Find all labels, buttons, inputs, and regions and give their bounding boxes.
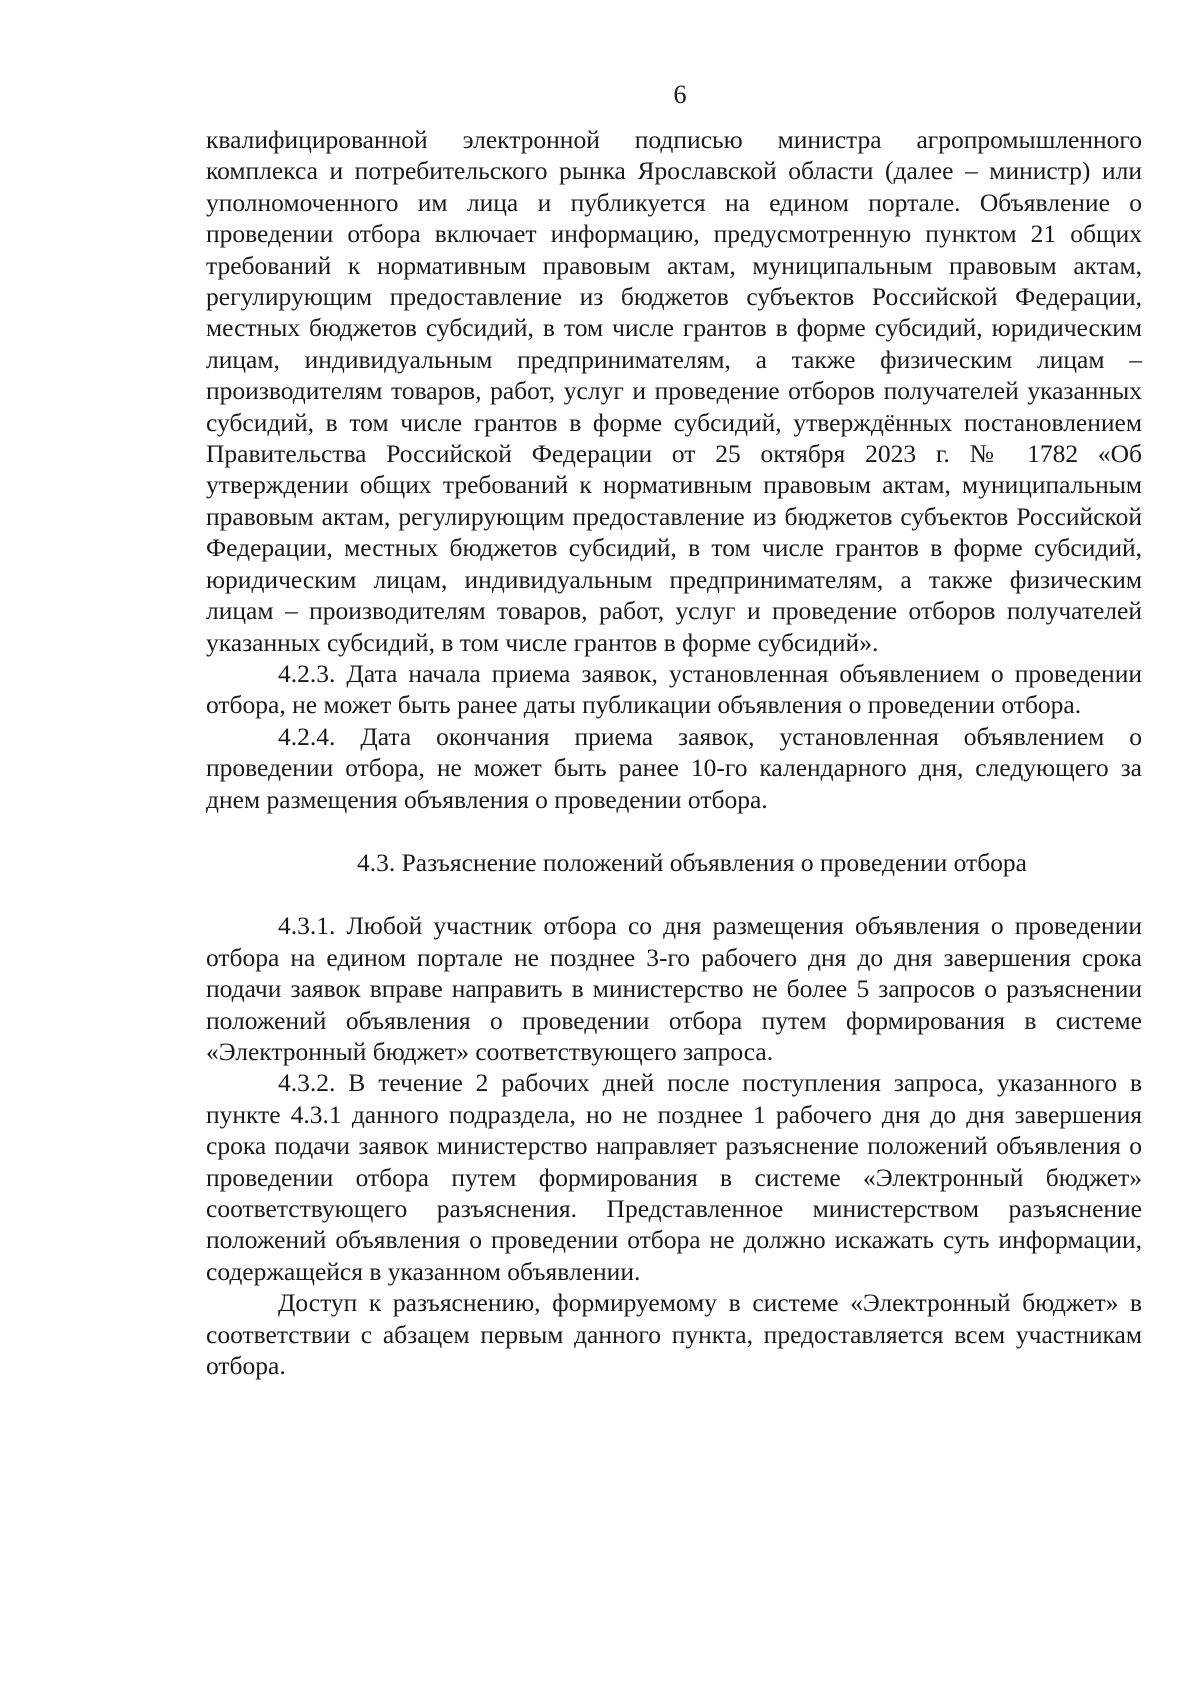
document-body [206, 124, 1142, 1381]
section-heading-4-3: 4.3. Разъяснение положений объявления о проведении отбора [356, 847, 1027, 877]
paragraph-4-2-3: 4.2.3. Дата начала приема заявок, установленная объявлением о проведении отбора, не может быть ранее даты публикации объявления о проведении отбора. [206, 658, 1142, 720]
paragraph-continuation: квалифицированной электронной подписью министра агропромышленного комплекса и потребительского рынка Ярославской области (далее – министр) или уполномоченного им лица и публикуется на едином портале. Объявление о проведении отбора включает информацию, предусмотренную пунктом 21 общих требований к нормативным правовым актам, муниципальным правовым актам, регулирующим предоставление из бюджетов субъектов Российской Федерации, местных бюджетов субсидий, в том числе грантов в форме субсидий, юридическим лицам, индивидуальным предпринимателям, а также физическим лицам – производителям товаров, работ, услуг и проведение отборов получателей указанных субсидий, в том числе грантов в форме субсидий, утверждённых постановлением Правительства Российской Федерации от 25 октября 2023 г. № 1782 «Об утверждении общих требований к нормативным правовым актам, муниципальным правовым актам, регулирующим предоставление из бюджетов субъектов Российской Федерации, местных бюджетов субсидий, в том числе грантов в форме субсидий, юридическим лицам, индивидуальным предпринимателям, а также физическим лицам – производителям товаров, работ, услуг и проведение отборов получателей указанных субсидий, в том числе грантов в форме субсидий». [206, 125, 1142, 657]
paragraph-4-3-2: 4.3.2. В течение 2 рабочих дней после поступления запроса, указанного в пункте 4.3.1 данного подраздела, но не позднее 1 рабочего дня до дня завершения срока подачи заявок министерство направляет разъяснение положений объявления о проведении отбора путем формирования в системе «Электронный бюджет» соответствующего разъяснения. Представленное министерством разъяснение положений объявления о проведении отбора не должно искажать суть информации, содержащейся в указанном объявлении. [206, 1068, 1142, 1286]
paragraph-access: Доступ к разъяснению, формируемому в системе «Электронный бюджет» в соответствии с абзацем первым данного пункта, предоставляется всем участникам отбора. [206, 1288, 1142, 1381]
paragraph-4-2-4: 4.2.4. Дата окончания приема заявок, установленная объявлением о проведении отбора, не может быть ранее 10-го календарного дня, следующего за днем размещения объявления о проведении отбора. [206, 721, 1142, 814]
paragraph-4-3-1: 4.3.1. Любой участник отбора со дня размещения объявления о проведении отбора на едином портале не позднее 3-го рабочего дня до дня завершения срока подачи заявок вправе направить в министерство не более 5 запросов о разъяснении положений объявления о проведении отбора путем формирования в системе «Электронный бюджет» соответствующего запроса. [206, 911, 1142, 1066]
page-number: 6 [673, 80, 687, 109]
